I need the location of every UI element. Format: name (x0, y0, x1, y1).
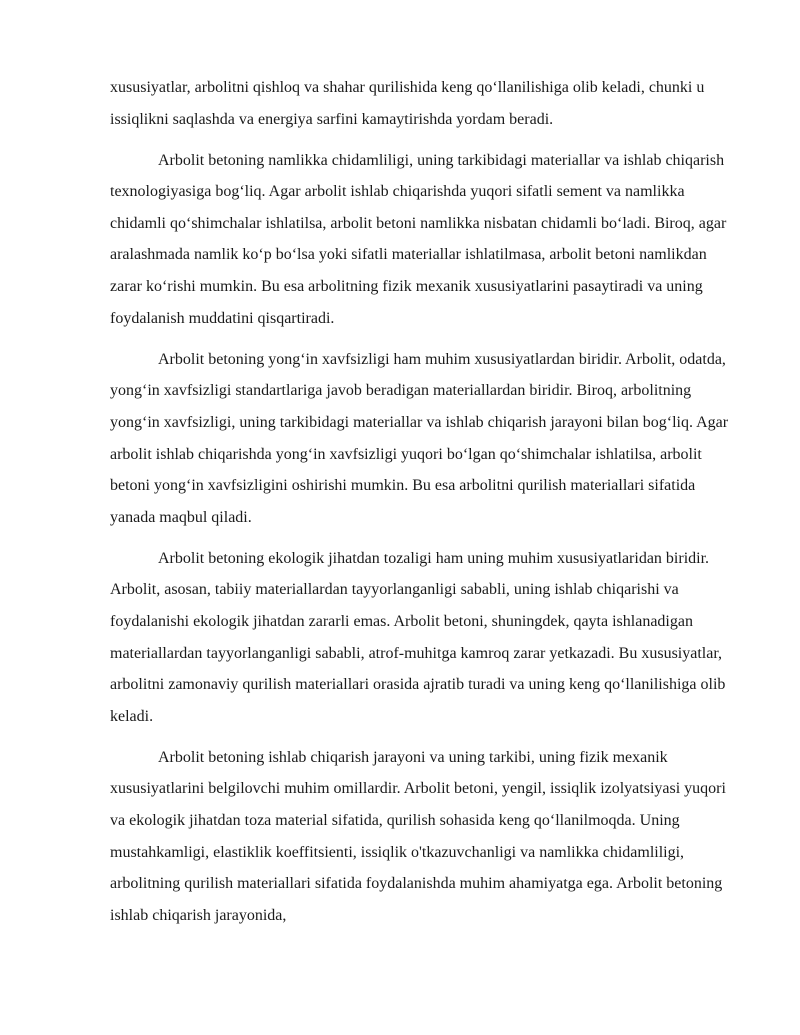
paragraph-production-process: Arbolit betoning ishlab chiqarish jarayoni va uning tarkibi, uning fizik mexanik xususiyatlarini belgilovchi muhim omillardir. Arbolit betoni, yengil, issiqlik izolyatsiyasi yuqori va ekologik jihatdan toza material sifatida, qurilish sohasida keng qo‘llanilmoqda. Uning mustahkamligi, elastiklik koeffitsienti, issiqlik o'tkazuvchanligi va namlikka chidamliligi, arbolitning qurilish materiallari sifatida foydalanishda muhim ahamiyatga ega. Arbolit betoning ishlab chiqarish jarayonida, (110, 748, 726, 924)
paragraph-moisture-resistance: Arbolit betoning namlikka chidamliligi, uning tarkibidagi materiallar va ishlab chiqarish texnologiyasiga bog‘liq. Agar arbolit ishlab chiqarishda yuqori sifatli sement va namlikka chidamli qo‘shimchalar ishlatilsa, arbolit betoni namlikka nisbatan chidamli bo‘ladi. Biroq, agar aralashmada namlik ko‘p bo‘lsa yoki sifatli materiallar ishlatilmasa, arbolit betoni namlikdan zarar ko‘rishi mumkin. Bu esa arbolitning fizik mexanik xususiyatlarini pasaytiradi va uning foydalanish muddatini qisqartiradi. (110, 151, 727, 327)
paragraph-ecological-cleanliness: Arbolit betoning ekologik jihatdan tozaligi ham uning muhim xususiyatlaridan biridir. Arbolit, asosan, tabiiy materiallardan tayyorlanganligi sababli, uning ishlab chiqarishi va foydalanishi ekologik jihatdan zararli emas. Arbolit betoni, shuningdek, qayta ishlanadigan materiallardan tayyorlanganligi sababli, atrof-muhitga kamroq zarar yetkazadi. Bu xususiyatlar, arbolitni zamonaviy qurilish materiallari orasida ajratib turadi va uning keng qo‘llanilishiga olib keladi. (110, 549, 726, 725)
document-page (110, 72, 742, 941)
paragraph-fire-safety: Arbolit betoning yong‘in xavfsizligi ham muhim xususiyatlardan biridir. Arbolit, odatda, yong‘in xavfsizligi standartlariga javob beradigan materiallardan biridir. Biroq, arbolitning yong‘in xavfsizligi, uning tarkibidagi materiallar va ishlab chiqarish jarayoni bilan bog‘liq. Agar arbolit ishlab chiqarishda yong‘in xavfsizligi yuqori bo‘lgan qo‘shimchalar ishlatilsa, arbolit betoni yong‘in xavfsizligini oshirishi mumkin. Bu esa arbolitni qurilish materiallari sifatida yanada maqbul qiladi. (110, 350, 729, 526)
paragraph-continuation: xususiyatlar, arbolitni qishloq va shahar qurilishida keng qo‘llanilishiga olib keladi, chunki u issiqlikni saqlashda va energiya sarfini kamaytirishda yordam beradi. (110, 79, 705, 128)
